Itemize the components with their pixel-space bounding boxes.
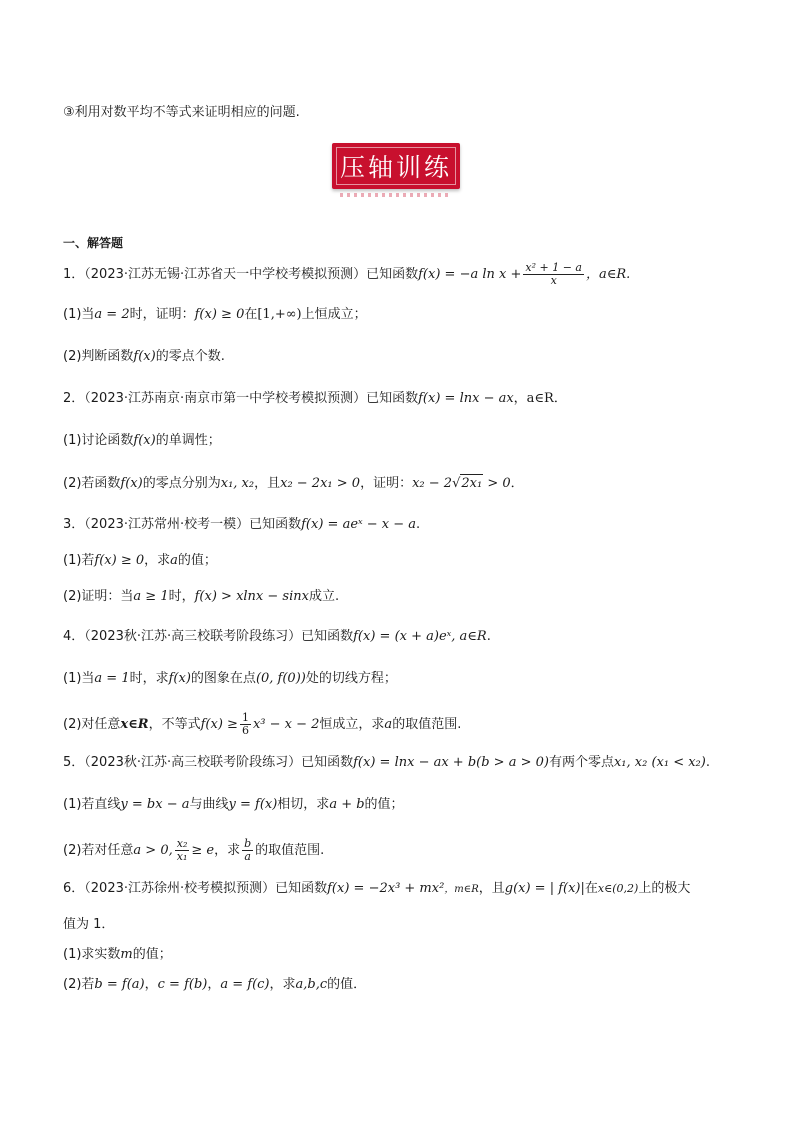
q4-head: 4．（2023秋·江苏·高三校联考阶段练习）已知函数 (63, 629, 354, 644)
q4-function: f(x) = (x + a)eˣ, a∈R (353, 629, 487, 644)
sqrt-sign: √ (452, 476, 461, 491)
q6-p2-text: ， (207, 977, 221, 992)
q1-p1-math: f(x) ≥ 0 (194, 307, 245, 322)
q4-p2-math: f(x) ≥ (200, 717, 238, 732)
q2-p2-text: 的零点分别为 (142, 476, 221, 491)
q3-p2-text: 时， (168, 589, 195, 604)
q4-frac-num: 1 (241, 711, 249, 724)
question-3-part-1 (63, 552, 217, 570)
q2-p2-radicand: 2x₁ (461, 476, 483, 491)
q5-frac-num: b (244, 837, 252, 850)
q4-p1-math: (0, f(0)) (255, 671, 306, 686)
q6-function: f(x) = −2x³ + mx² (327, 881, 445, 896)
q5-p1-math: y = bx − a (120, 797, 190, 812)
q6-mid: 在 (584, 881, 598, 896)
question-4 (63, 628, 491, 646)
q1-p1-text: 在 (244, 307, 258, 322)
q4-p2-text: ，不等式 (148, 717, 201, 732)
banner-label: 压轴训练 (336, 147, 456, 185)
q6-interval: x∈(0,2) (597, 882, 639, 895)
q2-head: 2．（2023·江苏南京·南京市第一中学校考模拟预测）已知函数 (63, 391, 419, 406)
q1-p1-text: 上恒成立； (301, 307, 367, 322)
q2-p1-math: f(x) (133, 433, 156, 448)
q2-p2-text: (2)若函数 (63, 476, 121, 491)
q3-p1-text: (1)若 (63, 553, 95, 568)
q1-frac-den: x (550, 274, 557, 287)
q3-p2-text: (2)证明：当 (63, 589, 134, 604)
q4-p2-math: a (384, 717, 393, 732)
q2-p2-text: ，证明： (360, 476, 413, 491)
q6-p1-text: (1)求实数 (63, 947, 121, 962)
q5-p2-text: ，求 (214, 843, 241, 858)
q4-p2-math: x³ − x − 2 (252, 717, 320, 732)
q5-p1-math: y = f(x) (228, 797, 278, 812)
q3-p2-text: 成立. (308, 589, 340, 604)
q4-p1-math: f(x) (168, 671, 191, 686)
q1-p2-text: (2)判断函数 (63, 349, 134, 364)
q5-p1-math: a + b (329, 797, 365, 812)
question-5-part-2 (63, 838, 324, 863)
q5-p1-text: 相切，求 (277, 797, 330, 812)
q4-frac-den: 6 (241, 724, 249, 737)
intro-text: ③利用对数平均不等式来证明相应的问题. (63, 105, 300, 120)
q6-p1-math: m (120, 947, 133, 962)
q1-function: f(x) = −a ln x + (418, 267, 522, 282)
q1-tail: ，a∈R. (585, 267, 631, 282)
q3-function: f(x) = aeˣ − x − a (301, 517, 417, 532)
q5-p2-math: ≥ e (191, 843, 215, 858)
q3-tail: . (416, 517, 421, 532)
q6-p2-text: ， (144, 977, 158, 992)
q4-p1-text: 时，求 (129, 671, 169, 686)
q5-fraction-x (175, 838, 190, 863)
q5-p2-text: (2)若对任意 (63, 843, 134, 858)
q6-p2-math: c = f(b) (157, 977, 208, 992)
section-banner (332, 143, 460, 189)
q2-p2-math: f(x) (120, 476, 143, 491)
q3-p1-text: 的值； (177, 553, 217, 568)
q6-mid: ，且 (478, 881, 505, 896)
section-title: 一、解答题 (63, 236, 124, 250)
q5-p2-math: a > 0, (133, 843, 173, 858)
question-4-part-2 (63, 712, 461, 737)
q6-p2-text: 的值． (327, 977, 367, 992)
q5-zeros: x₁, x₂ (x₁ < x₂) (613, 755, 706, 770)
q4-fraction (240, 712, 251, 737)
q3-p1-text: ，求 (144, 553, 171, 568)
q3-p1-math: a (170, 553, 178, 568)
banner-decoration (340, 193, 452, 197)
q2-tail: ，a∈R． (513, 391, 567, 406)
q4-tail: . (486, 629, 491, 644)
q4-p2-text: 的取值范围. (392, 717, 462, 732)
q4-p1-text: (1)当 (63, 671, 95, 686)
q2-p1-text: (1)讨论函数 (63, 433, 134, 448)
q2-p2-math: > 0 (483, 476, 511, 491)
q4-p2-text: 恒成立，求 (319, 717, 385, 732)
question-3 (63, 516, 420, 534)
q2-function: f(x) = lnx − ax (418, 391, 514, 406)
q5-fraction-ba (242, 838, 253, 863)
q5-frac-den: x₁ (176, 850, 188, 863)
q6-g-function: g(x) = | f(x)| (504, 881, 585, 896)
q6-p2-math: b = f(a) (94, 977, 145, 992)
question-1 (63, 262, 630, 287)
question-6-part-1 (63, 946, 172, 964)
q5-p1-text: 与曲线 (189, 797, 229, 812)
q1-p2-text: 的零点个数. (155, 349, 225, 364)
q3-p2-math: f(x) > xlnx − sinx (194, 589, 309, 604)
question-1-part-1 (63, 306, 367, 324)
q4-p2-math: x∈R (120, 717, 149, 732)
q3-head: 3．（2023·江苏常州·校考一模）已知函数 (63, 517, 302, 532)
q4-p2-text: (2)对任意 (63, 717, 121, 732)
q6-head: 6．（2023·江苏徐州·校考模拟预测）已知函数 (63, 881, 328, 896)
q6-p2-text: ，求 (269, 977, 296, 992)
q5-tail: . (705, 755, 710, 770)
q2-p2-math: x₂ − 2 (412, 476, 453, 491)
question-6-part-2 (63, 976, 366, 994)
q2-p2-text: ，且 (254, 476, 281, 491)
q3-p1-math: f(x) ≥ 0 (94, 553, 145, 568)
question-4-part-1 (63, 670, 397, 688)
q1-p2-math: f(x) (133, 349, 156, 364)
q5-p1-text: 的值； (364, 797, 404, 812)
question-6-cont: 值为 1． (63, 917, 115, 932)
q6-p1-text: 的值； (132, 947, 172, 962)
question-5-part-1 (63, 796, 404, 814)
question-2-part-2 (63, 474, 524, 493)
q6-p2-math: a = f(c) (220, 977, 270, 992)
q6-param: ，m∈R (444, 884, 479, 895)
q6-p2-text: (2)若 (63, 977, 95, 992)
question-2-part-1 (63, 432, 221, 450)
q1-head: 1．（2023·江苏无锡·江苏省天一中学校考模拟预测）已知函数 (63, 267, 419, 282)
q2-p1-text: 的单调性； (155, 433, 221, 448)
q1-p1-math: a = 2 (94, 307, 130, 322)
q2-p2-math: x₁, x₂ (220, 476, 255, 491)
q5-p2-text: 的取值范围. (255, 843, 325, 858)
q1-frac-num: x² + 1 − a (525, 261, 582, 274)
q5-frac-den: a (244, 850, 251, 863)
q2-p2-math: x₂ − 2x₁ > 0 (280, 476, 361, 491)
q1-p1-text: 时，证明： (129, 307, 195, 322)
q6-p2-math: a,b,c (295, 977, 328, 992)
q4-p1-text: 处的切线方程； (305, 671, 397, 686)
q6-tail: 上的极大 (638, 881, 691, 896)
q5-p1-text: (1)若直线 (63, 797, 121, 812)
q5-mid: 有两个零点 (548, 755, 614, 770)
q1-fraction (523, 262, 584, 287)
question-1-part-2 (63, 348, 225, 366)
q1-p1-text: (1)当 (63, 307, 95, 322)
q4-p1-text: 的图象在点 (190, 671, 256, 686)
q5-frac-num: x₂ (176, 837, 188, 850)
q5-head: 5．（2023秋·江苏·高三校联考阶段练习）已知函数 (63, 755, 354, 770)
question-5 (63, 754, 710, 772)
q4-p1-math: a = 1 (94, 671, 130, 686)
question-6 (63, 880, 690, 899)
q1-p1-math: [1,+∞) (257, 307, 302, 322)
question-3-part-2 (63, 588, 339, 606)
q3-p2-math: a ≥ 1 (133, 589, 169, 604)
question-2 (63, 390, 567, 408)
q2-p2-text: ． (510, 476, 524, 491)
q5-function: f(x) = lnx − ax + b(b > a > 0) (353, 755, 549, 770)
